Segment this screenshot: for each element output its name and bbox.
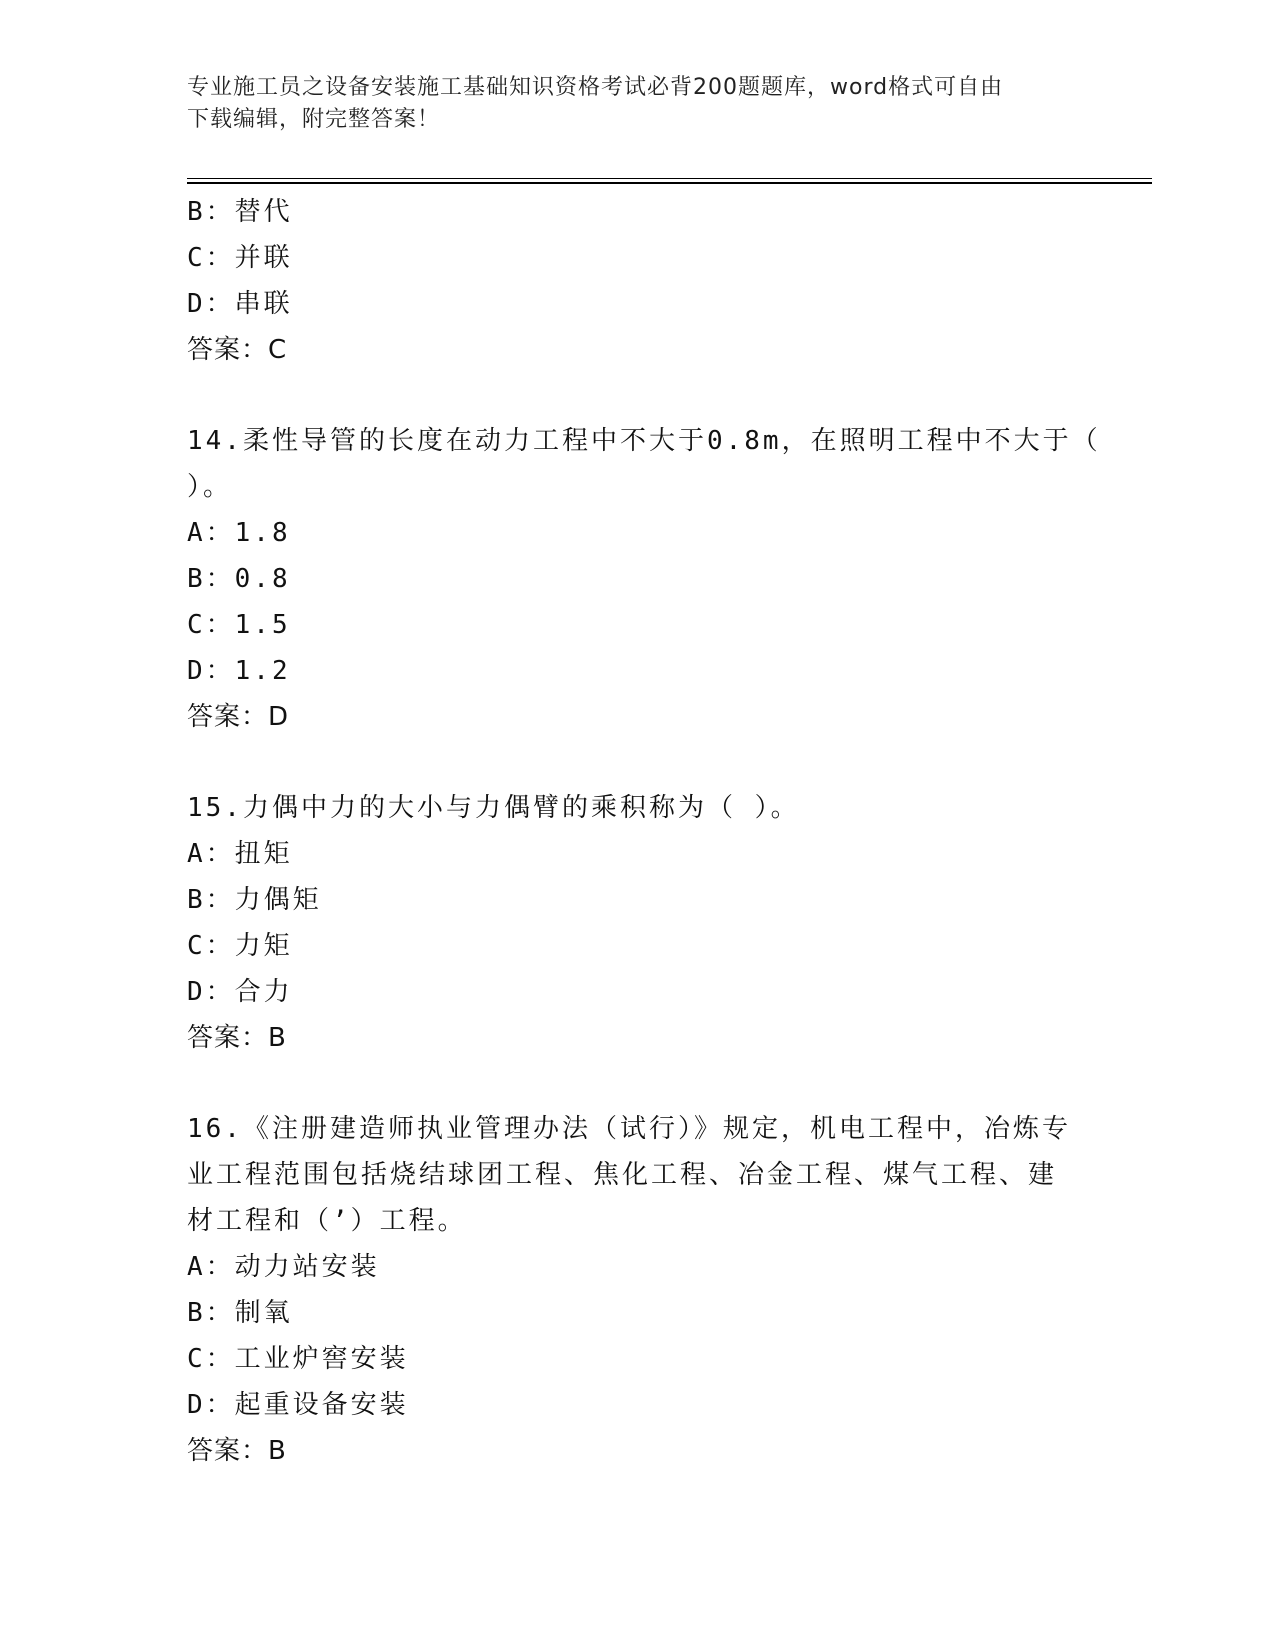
spacer	[187, 373, 1087, 418]
header-line-2: 下载编辑，附完整答案！	[187, 107, 441, 132]
option-a: A：1.8	[187, 518, 291, 548]
answer-line: 答案：D	[187, 702, 290, 732]
answer-line: 答案：B	[187, 1436, 287, 1466]
answer-line: 答案：B	[187, 1023, 287, 1053]
spacer	[187, 1061, 1087, 1106]
header-rule-thick	[187, 182, 1152, 184]
option-b: B：制氧	[187, 1298, 293, 1328]
option-b: B：力偶矩	[187, 885, 322, 915]
header-rule-thin	[187, 178, 1152, 179]
question-text: 材工程和（’）工程。	[187, 1206, 467, 1236]
answer-line: 答案：C	[187, 335, 288, 365]
question-text: 16.《注册建造师执业管理办法（试行）》规定，机电工程中，冶炼专	[187, 1114, 1071, 1144]
option-d: D：串联	[187, 289, 293, 319]
document-body	[187, 189, 1101, 1474]
option-c: C：力矩	[187, 931, 293, 961]
option-d: D：1.2	[187, 656, 291, 686]
option-d: D：合力	[187, 977, 293, 1007]
question-text: 14.柔性导管的长度在动力工程中不大于0.8m，在照明工程中不大于（	[187, 426, 1101, 456]
option-b: B：0.8	[187, 564, 291, 594]
question-text: ）。	[187, 472, 233, 502]
spacer	[187, 740, 1087, 785]
question-13-continued	[187, 189, 1087, 373]
question-16	[187, 1106, 1087, 1474]
option-d: D：起重设备安装	[187, 1390, 409, 1420]
option-c: C：工业炉窖安装	[187, 1344, 409, 1374]
header-line-1: 专业施工员之设备安装施工基础知识资格考试必背200题题库，word格式可自由	[187, 75, 1004, 100]
question-14	[187, 418, 1101, 740]
option-a: A：动力站安装	[187, 1252, 380, 1282]
option-b: B：替代	[187, 197, 293, 227]
option-c: C：并联	[187, 243, 293, 273]
question-text: 15.力偶中力的大小与力偶臂的乘积称为（ ）。	[187, 793, 800, 823]
question-15	[187, 785, 1087, 1061]
document-header	[187, 72, 1067, 136]
option-a: A：扭矩	[187, 839, 293, 869]
option-c: C：1.5	[187, 610, 291, 640]
question-text: 业工程范围包括烧结球团工程、焦化工程、冶金工程、煤气工程、建	[187, 1160, 1058, 1190]
